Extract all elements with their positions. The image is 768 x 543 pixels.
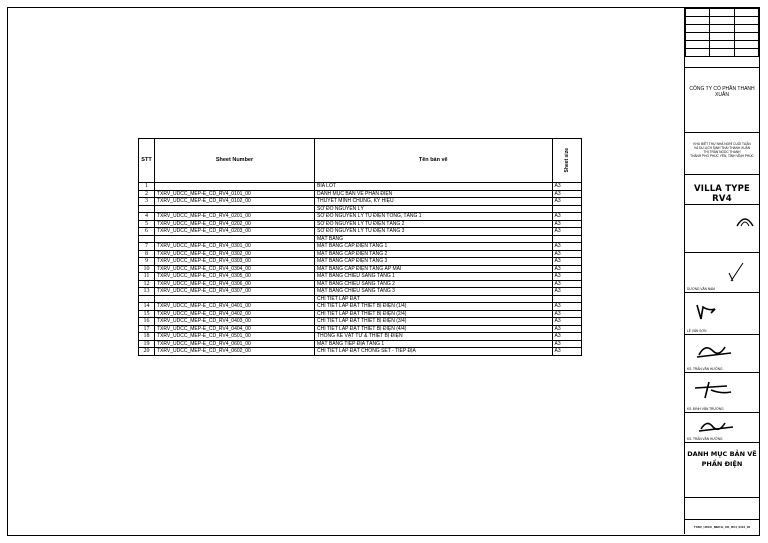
table-header-row [139, 139, 582, 183]
row-sheet-number: TXRV_UDCC_MEP-E_CD_RV4_0202_00 [155, 220, 315, 228]
table-row [139, 220, 582, 228]
row-sheet-number: TXRV_UDCC_MEP-E_CD_RV4_0302_00 [155, 250, 315, 258]
drawing-schedule-table [138, 138, 582, 356]
table-row [139, 258, 582, 266]
row-sheet-number: TXRV_UDCC_MEP-E_CD_RV4_0201_00 [155, 213, 315, 221]
company-name: CÔNG TY CỔ PHẦN THANH XUÂN [689, 86, 755, 98]
row-sheet-number: TXRV_UDCC_MEP-E_CD_RV4_0305_00 [155, 273, 315, 281]
row-drawing-name: THỐNG KÊ VẬT TƯ & THIẾT BỊ ĐIỆN [315, 333, 553, 341]
signature-5 [691, 415, 751, 437]
row-sheet-number: TXRV_UDCC_MEP-E_CD_RV4_0401_00 [155, 303, 315, 311]
row-drawing-name: CHI TIẾT LẮP ĐẶT [315, 295, 553, 303]
row-sheet-number: TXRV_UDCC_MEP-E_CD_RV4_0301_00 [155, 243, 315, 251]
row-sheet-size: A3 [552, 243, 581, 251]
row-sheet-number [155, 205, 315, 213]
row-stt: 13 [139, 288, 155, 296]
owner-section [685, 68, 759, 133]
table-row [139, 273, 582, 281]
header-sheet-size: Sheet size [552, 139, 581, 183]
row-drawing-name: DANH MỤC BẢN VẼ PHẦN ĐIỆN [315, 190, 553, 198]
table-row [139, 288, 582, 296]
manager-name: KS. TRẦN VĂN HƯỞNG [687, 437, 723, 441]
row-stt: 11 [139, 273, 155, 281]
drawing-title-line2: PHẦN ĐIỆN [701, 460, 743, 468]
project-line: THÀNH PHỐ PHÚC YÊN, TỈNH VĨNH PHÚC [690, 154, 754, 158]
row-stt: 8 [139, 250, 155, 258]
table-row [139, 235, 582, 243]
row-stt: 2 [139, 190, 155, 198]
row-stt: 9 [139, 258, 155, 266]
table-row [139, 243, 582, 251]
row-sheet-size: A3 [552, 183, 581, 191]
row-sheet-size [552, 295, 581, 303]
row-sheet-number: TXRV_UDCC_MEP-E_CD_RV4_0601_00 [155, 340, 315, 348]
row-stt: 19 [139, 340, 155, 348]
sheet-info-section [685, 498, 759, 520]
table-body [139, 183, 582, 356]
signature-approver [685, 373, 759, 413]
row-drawing-name: CHI TIẾT LẮP ĐẶT THIẾT BỊ ĐIỆN (1/4) [315, 303, 553, 311]
row-drawing-name: MẶT BẰNG CẤP ĐIỆN TẦNG 3 [315, 258, 553, 266]
row-drawing-name: BÌA LÓT [315, 183, 553, 191]
row-sheet-number: TXRV_UDCC_MEP-E_CD_RV4_0501_00 [155, 333, 315, 341]
signature-4 [691, 378, 751, 400]
project-line: VÀ DU LỊCH SINH THÁI THANH XUÂN [693, 146, 751, 150]
row-stt [139, 235, 155, 243]
signature-designer1 [685, 253, 759, 293]
table-row [139, 183, 582, 191]
designer-name: DƯƠNG VĂN NAM [687, 287, 715, 291]
table-row [139, 228, 582, 236]
consultant-section [685, 205, 759, 253]
table-row [139, 205, 582, 213]
row-sheet-size: A3 [552, 348, 581, 356]
row-sheet-size: A3 [552, 303, 581, 311]
row-sheet-size: A3 [552, 213, 581, 221]
row-drawing-name: CHI TIẾT LẮP ĐẶT THIẾT BỊ ĐIỆN (4/4) [315, 325, 553, 333]
row-stt: 15 [139, 310, 155, 318]
row-sheet-size: A3 [552, 310, 581, 318]
revision-table [685, 8, 759, 57]
sheet-code: TXRV_UDCC_MEP-E_CD_RV4_0101_00 [693, 525, 751, 529]
row-sheet-number [155, 235, 315, 243]
drawing-title-section [685, 443, 759, 498]
row-drawing-name: MẶT BẰNG CẤP ĐIỆN TẦNG 2 [315, 250, 553, 258]
table-row [139, 213, 582, 221]
row-sheet-size: A3 [552, 288, 581, 296]
row-stt: 5 [139, 220, 155, 228]
row-sheet-size: A3 [552, 318, 581, 326]
row-sheet-size: A3 [552, 220, 581, 228]
row-sheet-size: A3 [552, 273, 581, 281]
row-sheet-size: A3 [552, 340, 581, 348]
row-stt: 12 [139, 280, 155, 288]
table-row [139, 280, 582, 288]
row-sheet-number: TXRV_UDCC_MEP-E_CD_RV4_0101_00 [155, 190, 315, 198]
row-drawing-name: MẶT BẰNG [315, 235, 553, 243]
project-section [685, 133, 759, 175]
drawing-area [8, 8, 685, 534]
row-drawing-name: THUYẾT MINH CHUNG, KÝ HIỆU [315, 198, 553, 206]
row-sheet-number: TXRV_UDCC_MEP-E_CD_RV4_0403_00 [155, 318, 315, 326]
signature-checker [685, 335, 759, 373]
row-drawing-name: MẶT BẰNG CHIẾU SÁNG TẦNG 3 [315, 288, 553, 296]
signature-2 [691, 299, 751, 321]
sheet-code-section [685, 520, 759, 534]
row-drawing-name: MẶT BẰNG CHIẾU SÁNG TẦNG 1 [315, 273, 553, 281]
row-drawing-name: CHI TIẾT LẮP ĐẶT THIẾT BỊ ĐIỆN (3/4) [315, 318, 553, 326]
row-sheet-number [155, 295, 315, 303]
row-drawing-name: CHI TIẾT LẮP ĐẶT CHỐNG SÉT - TIẾP ĐỊA [315, 348, 553, 356]
row-drawing-name: MẶT BẰNG CẤP ĐIỆN TẦNG 1 [315, 243, 553, 251]
row-stt: 1 [139, 183, 155, 191]
row-sheet-size [552, 205, 581, 213]
drawing-title-line1: DANH MỤC BẢN VẼ [687, 450, 757, 458]
row-stt: 14 [139, 303, 155, 311]
row-sheet-size: A3 [552, 258, 581, 266]
row-sheet-size: A3 [552, 198, 581, 206]
row-sheet-size: A3 [552, 228, 581, 236]
row-drawing-name: MẶT BẰNG CHIẾU SÁNG TẦNG 2 [315, 280, 553, 288]
table-row [139, 348, 582, 356]
row-sheet-size: A3 [552, 190, 581, 198]
project-line: KHU BIỆT THỰ NHÀ NGHỈ CUỐI TUẦN [693, 142, 751, 146]
header-drawing-name: Tên bản vẽ [315, 139, 553, 183]
header-stt: STT [139, 139, 155, 183]
signature-1 [691, 261, 751, 283]
header-sheet-number: Sheet Number [155, 139, 315, 183]
row-stt: 20 [139, 348, 155, 356]
row-drawing-name: MẶT BẰNG CẤP ĐIỆN TẦNG ÁP MÁI [315, 265, 553, 273]
row-drawing-name: SƠ ĐỒ NGUYÊN LÝ [315, 205, 553, 213]
villa-type: VILLA TYPE RV4 [693, 184, 751, 204]
revision-section [685, 8, 759, 68]
table-row [139, 310, 582, 318]
row-sheet-size: A3 [552, 325, 581, 333]
checker-name: KS. TRẦN VĂN HƯỞNG [687, 367, 723, 371]
row-stt: 3 [139, 198, 155, 206]
drawing-sheet [7, 7, 760, 536]
signature-3 [691, 339, 751, 361]
table-row [139, 333, 582, 341]
row-sheet-number: TXRV_UDCC_MEP-E_CD_RV4_0307_00 [155, 288, 315, 296]
row-stt: 16 [139, 318, 155, 326]
row-stt: 6 [139, 228, 155, 236]
row-sheet-number: TXRV_UDCC_MEP-E_CD_RV4_0102_00 [155, 198, 315, 206]
project-line: THỊ TRẤN NGỌC THANH [703, 150, 741, 154]
row-stt [139, 295, 155, 303]
row-sheet-size: A3 [552, 333, 581, 341]
table-row [139, 325, 582, 333]
row-drawing-name: SƠ ĐỒ NGUYÊN LÝ TỦ ĐIỆN TẦNG 2 [315, 220, 553, 228]
row-sheet-size [552, 235, 581, 243]
approver-name: KS. ĐINH VĂN TRƯỜNG [687, 407, 724, 411]
signature-designer2 [685, 293, 759, 335]
table-row [139, 250, 582, 258]
row-stt: 18 [139, 333, 155, 341]
row-sheet-number: TXRV_UDCC_MEP-E_CD_RV4_0404_00 [155, 325, 315, 333]
consultant-logo-icon [735, 215, 755, 227]
table-row [139, 318, 582, 326]
table-row [139, 190, 582, 198]
row-stt: 17 [139, 325, 155, 333]
row-drawing-name: SƠ ĐỒ NGUYÊN LÝ TỦ ĐIỆN TẦNG 3 [315, 228, 553, 236]
table-row [139, 265, 582, 273]
row-drawing-name: MẶT BẰNG TIẾP ĐỊA TẦNG 1 [315, 340, 553, 348]
row-sheet-size: A3 [552, 265, 581, 273]
row-drawing-name: SƠ ĐỒ NGUYÊN LÝ TỦ ĐIỆN TỔNG, TẦNG 1 [315, 213, 553, 221]
row-sheet-number: TXRV_UDCC_MEP-E_CD_RV4_0203_00 [155, 228, 315, 236]
table-row [139, 295, 582, 303]
villa-section [685, 175, 759, 205]
row-sheet-size: A3 [552, 250, 581, 258]
title-block [685, 8, 759, 534]
row-stt: 4 [139, 213, 155, 221]
row-stt [139, 205, 155, 213]
row-sheet-number [155, 183, 315, 191]
row-sheet-number: TXRV_UDCC_MEP-E_CD_RV4_0303_00 [155, 258, 315, 266]
signature-manager [685, 413, 759, 443]
row-sheet-size: A3 [552, 280, 581, 288]
row-sheet-number: TXRV_UDCC_MEP-E_CD_RV4_0304_00 [155, 265, 315, 273]
designer2-name: LÊ VĂN SƠN [687, 329, 707, 333]
row-sheet-number: TXRV_UDCC_MEP-E_CD_RV4_0402_00 [155, 310, 315, 318]
table-row [139, 198, 582, 206]
row-sheet-number: TXRV_UDCC_MEP-E_CD_RV4_0602_00 [155, 348, 315, 356]
row-drawing-name: CHI TIẾT LẮP ĐẶT THIẾT BỊ ĐIỆN (2/4) [315, 310, 553, 318]
row-stt: 10 [139, 265, 155, 273]
row-stt: 7 [139, 243, 155, 251]
table-row [139, 303, 582, 311]
row-sheet-number: TXRV_UDCC_MEP-E_CD_RV4_0306_00 [155, 280, 315, 288]
table-row [139, 340, 582, 348]
